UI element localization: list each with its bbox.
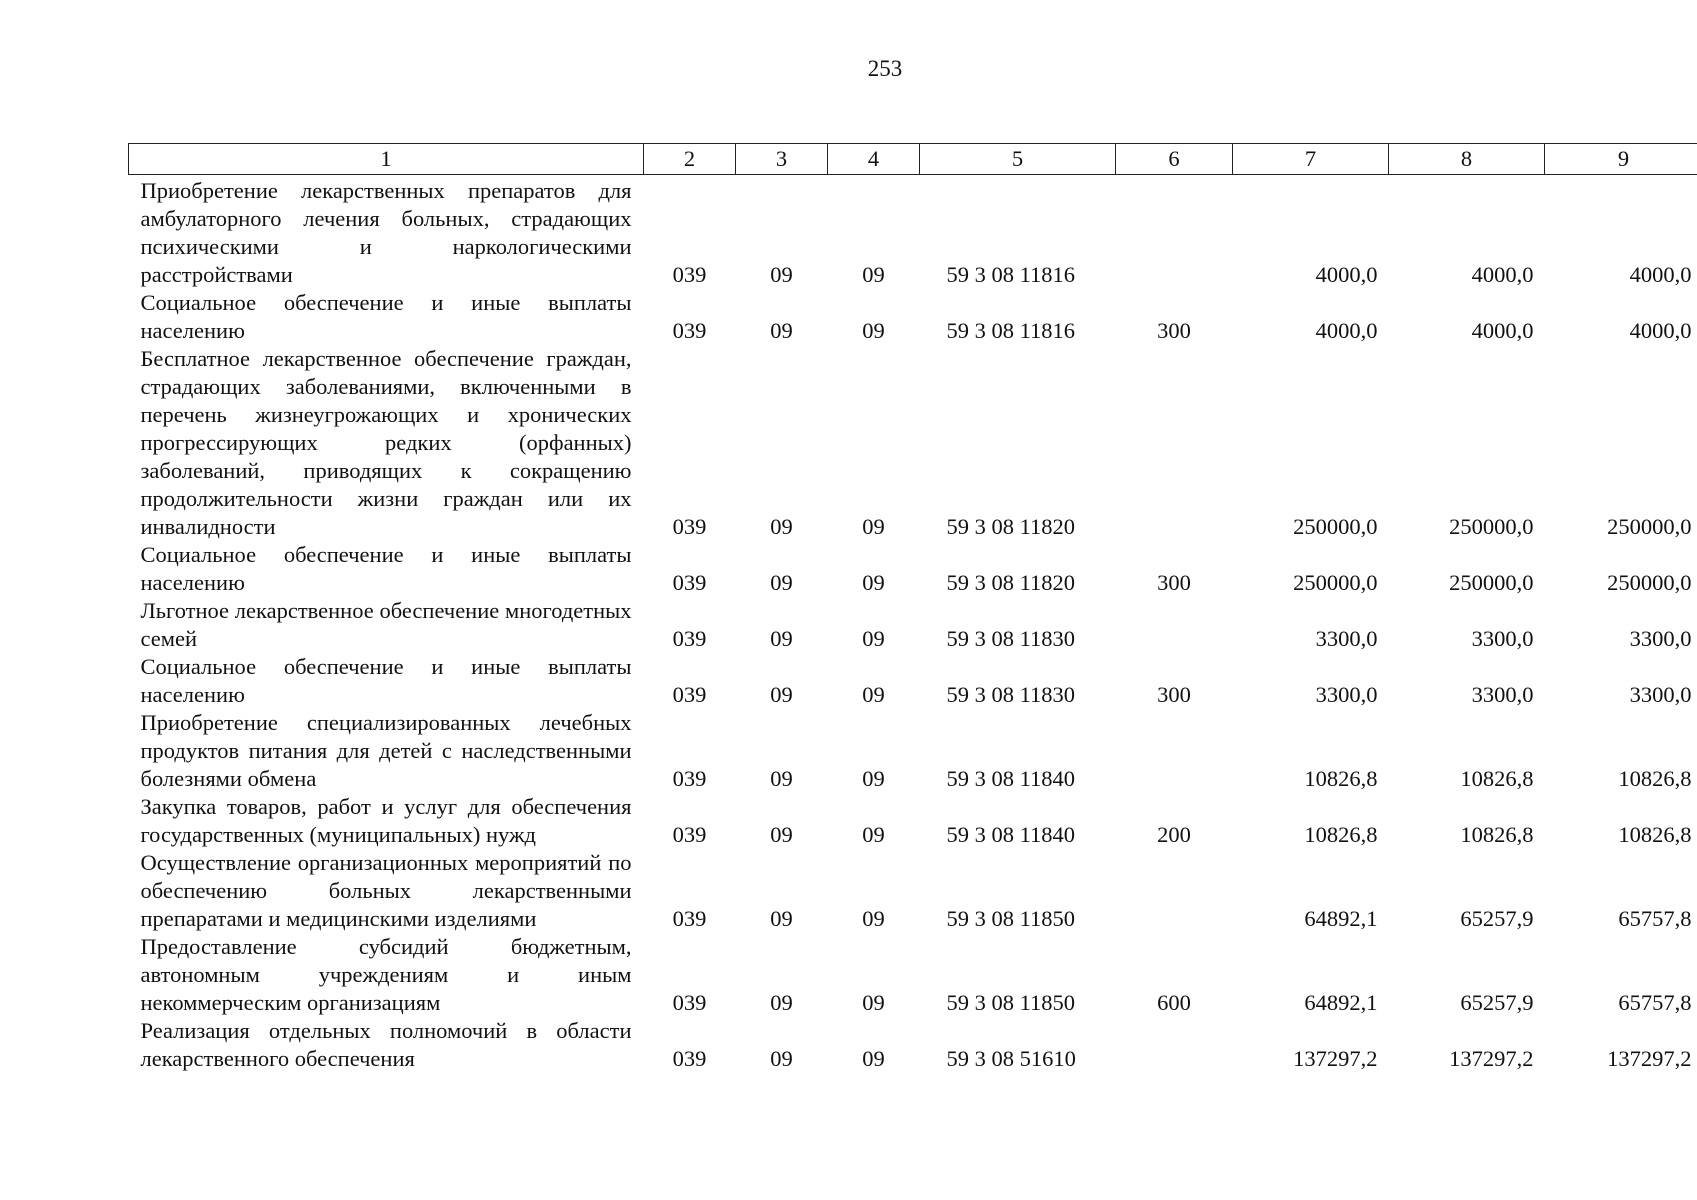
row-amount-col7: 10826,8: [1304, 766, 1378, 791]
row-amount-col8: 65257,9: [1460, 906, 1534, 931]
row-section-code: 09: [770, 822, 793, 847]
row-section-code: 09: [770, 1046, 793, 1071]
row-ministry-code: 039: [672, 570, 707, 595]
row-amount-col8: 3300,0: [1471, 626, 1534, 651]
column-header-1: 1: [129, 144, 644, 175]
table-row: [129, 345, 1697, 541]
row-expense-type-code: 300: [1157, 682, 1191, 707]
row-amount-col8: 250000,0: [1449, 570, 1534, 595]
column-header-2: 2: [644, 144, 736, 175]
table-row: [129, 1017, 1697, 1073]
column-number-header-row: [129, 144, 1697, 175]
row-amount-col8: 4000,0: [1471, 262, 1534, 287]
row-amount-col7: 250000,0: [1293, 570, 1378, 595]
row-description: Бесплатное лекарственное обеспечение граждан, страдающих заболеваниями, включенными в перечень жизнеугрожающих и хронических прогрессирующих редких (орфанных) заболеваний, приводящих к сокращению продолжительности жизни граждан или их инвалидности: [140, 346, 632, 539]
row-amount-col7: 250000,0: [1293, 514, 1378, 539]
row-amount-col9: 4000,0: [1629, 318, 1692, 343]
row-description: Приобретение лекарственных препаратов для амбулаторного лечения больных, страдающих психическими и наркологическими расстройствами: [140, 178, 632, 287]
row-ministry-code: 039: [672, 682, 707, 707]
column-header-5: 5: [920, 144, 1116, 175]
table-row: [129, 653, 1697, 709]
row-subsection-code: 09: [862, 906, 885, 931]
row-section-code: 09: [770, 990, 793, 1015]
row-subsection-code: 09: [862, 570, 885, 595]
row-target-article-code: 59 3 08 11830: [946, 682, 1076, 707]
table-row: [129, 541, 1697, 597]
column-header-4: 4: [828, 144, 920, 175]
row-expense-type-code: [1116, 345, 1233, 541]
row-target-article-code: 59 3 08 11816: [946, 318, 1076, 343]
row-amount-col8: 4000,0: [1471, 318, 1534, 343]
row-expense-type-code: [1116, 597, 1233, 653]
row-amount-col8: 10826,8: [1460, 766, 1534, 791]
row-description: Закупка товаров, работ и услуг для обеспечения государственных (муниципальных) нужд: [140, 794, 632, 847]
column-header-3: 3: [736, 144, 828, 175]
row-section-code: 09: [770, 906, 793, 931]
row-target-article-code: 59 3 08 11850: [946, 990, 1076, 1015]
row-ministry-code: 039: [672, 514, 707, 539]
table-row: [129, 289, 1697, 345]
table-body: [129, 175, 1697, 1074]
row-amount-col9: 3300,0: [1629, 626, 1692, 651]
row-target-article-code: 59 3 08 11820: [946, 514, 1076, 539]
row-expense-type-code: 200: [1157, 822, 1191, 847]
row-subsection-code: 09: [862, 990, 885, 1015]
row-subsection-code: 09: [862, 822, 885, 847]
row-amount-col9: 250000,0: [1607, 514, 1692, 539]
row-description: Осуществление организационных мероприятий по обеспечению больных лекарственными препаратами и медицинскими изделиями: [140, 850, 632, 931]
row-amount-col7: 137297,2: [1293, 1046, 1378, 1071]
row-amount-col8: 3300,0: [1471, 682, 1534, 707]
row-expense-type-code: [1116, 849, 1233, 933]
row-ministry-code: 039: [672, 318, 707, 343]
row-amount-col8: 65257,9: [1460, 990, 1534, 1015]
row-amount-col9: 4000,0: [1629, 262, 1692, 287]
row-section-code: 09: [770, 318, 793, 343]
row-description: Социальное обеспечение и иные выплаты населению: [140, 290, 632, 343]
row-target-article-code: 59 3 08 11820: [946, 570, 1076, 595]
row-amount-col7: 4000,0: [1315, 318, 1378, 343]
table-row: [129, 849, 1697, 933]
column-header-9: 9: [1545, 144, 1697, 175]
row-ministry-code: 039: [672, 1046, 707, 1071]
row-amount-col7: 4000,0: [1315, 262, 1378, 287]
page-number: 253: [867, 56, 903, 81]
column-header-8: 8: [1389, 144, 1545, 175]
row-target-article-code: 59 3 08 11830: [946, 626, 1076, 651]
row-section-code: 09: [770, 570, 793, 595]
row-target-article-code: 59 3 08 11840: [946, 822, 1076, 847]
row-expense-type-code: [1116, 175, 1233, 290]
budget-table: [128, 143, 1697, 1073]
row-amount-col9: 3300,0: [1629, 682, 1692, 707]
row-description: Социальное обеспечение и иные выплаты населению: [140, 542, 632, 595]
row-subsection-code: 09: [862, 1046, 885, 1071]
row-amount-col7: 3300,0: [1315, 626, 1378, 651]
row-amount-col8: 250000,0: [1449, 514, 1534, 539]
row-amount-col7: 64892,1: [1304, 990, 1378, 1015]
row-expense-type-code: 600: [1157, 990, 1191, 1015]
row-description: Предоставление субсидий бюджетным, автономным учреждениям и иным некоммерческим организациям: [140, 934, 632, 1015]
row-subsection-code: 09: [862, 318, 885, 343]
row-section-code: 09: [770, 766, 793, 791]
table-row: [129, 709, 1697, 793]
row-amount-col9: 65757,8: [1618, 990, 1692, 1015]
row-expense-type-code: [1116, 1017, 1233, 1073]
row-ministry-code: 039: [672, 822, 707, 847]
table-row: [129, 597, 1697, 653]
table-row: [129, 933, 1697, 1017]
row-ministry-code: 039: [672, 906, 707, 931]
row-description: Реализация отдельных полномочий в области лекарственного обеспечения: [140, 1018, 632, 1071]
row-amount-col8: 10826,8: [1460, 822, 1534, 847]
row-ministry-code: 039: [672, 262, 707, 287]
row-ministry-code: 039: [672, 626, 707, 651]
row-section-code: 09: [770, 626, 793, 651]
row-subsection-code: 09: [862, 766, 885, 791]
row-amount-col7: 3300,0: [1315, 682, 1378, 707]
row-section-code: 09: [770, 262, 793, 287]
row-target-article-code: 59 3 08 11840: [946, 766, 1076, 791]
row-section-code: 09: [770, 514, 793, 539]
row-target-article-code: 59 3 08 11850: [946, 906, 1076, 931]
row-ministry-code: 039: [672, 990, 707, 1015]
row-amount-col9: 10826,8: [1618, 766, 1692, 791]
row-target-article-code: 59 3 08 11816: [946, 262, 1076, 287]
column-header-7: 7: [1233, 144, 1389, 175]
row-amount-col9: 65757,8: [1618, 906, 1692, 931]
row-amount-col9: 137297,2: [1607, 1046, 1692, 1071]
row-description: Социальное обеспечение и иные выплаты населению: [140, 654, 632, 707]
row-amount-col7: 10826,8: [1304, 822, 1378, 847]
column-header-6: 6: [1116, 144, 1233, 175]
row-description: Приобретение специализированных лечебных продуктов питания для детей с наследственными болезнями обмена: [140, 710, 632, 791]
row-subsection-code: 09: [862, 626, 885, 651]
row-amount-col7: 64892,1: [1304, 906, 1378, 931]
row-target-article-code: 59 3 08 51610: [946, 1046, 1076, 1071]
row-amount-col9: 10826,8: [1618, 822, 1692, 847]
row-subsection-code: 09: [862, 514, 885, 539]
table-row: [129, 793, 1697, 849]
row-expense-type-code: [1116, 709, 1233, 793]
table-row: [129, 175, 1697, 290]
row-subsection-code: 09: [862, 682, 885, 707]
row-amount-col9: 250000,0: [1607, 570, 1692, 595]
row-expense-type-code: 300: [1157, 318, 1191, 343]
row-expense-type-code: 300: [1157, 570, 1191, 595]
row-subsection-code: 09: [862, 262, 885, 287]
row-section-code: 09: [770, 682, 793, 707]
row-amount-col8: 137297,2: [1449, 1046, 1534, 1071]
row-description: Льготное лекарственное обеспечение многодетных семей: [140, 598, 632, 651]
row-ministry-code: 039: [672, 766, 707, 791]
